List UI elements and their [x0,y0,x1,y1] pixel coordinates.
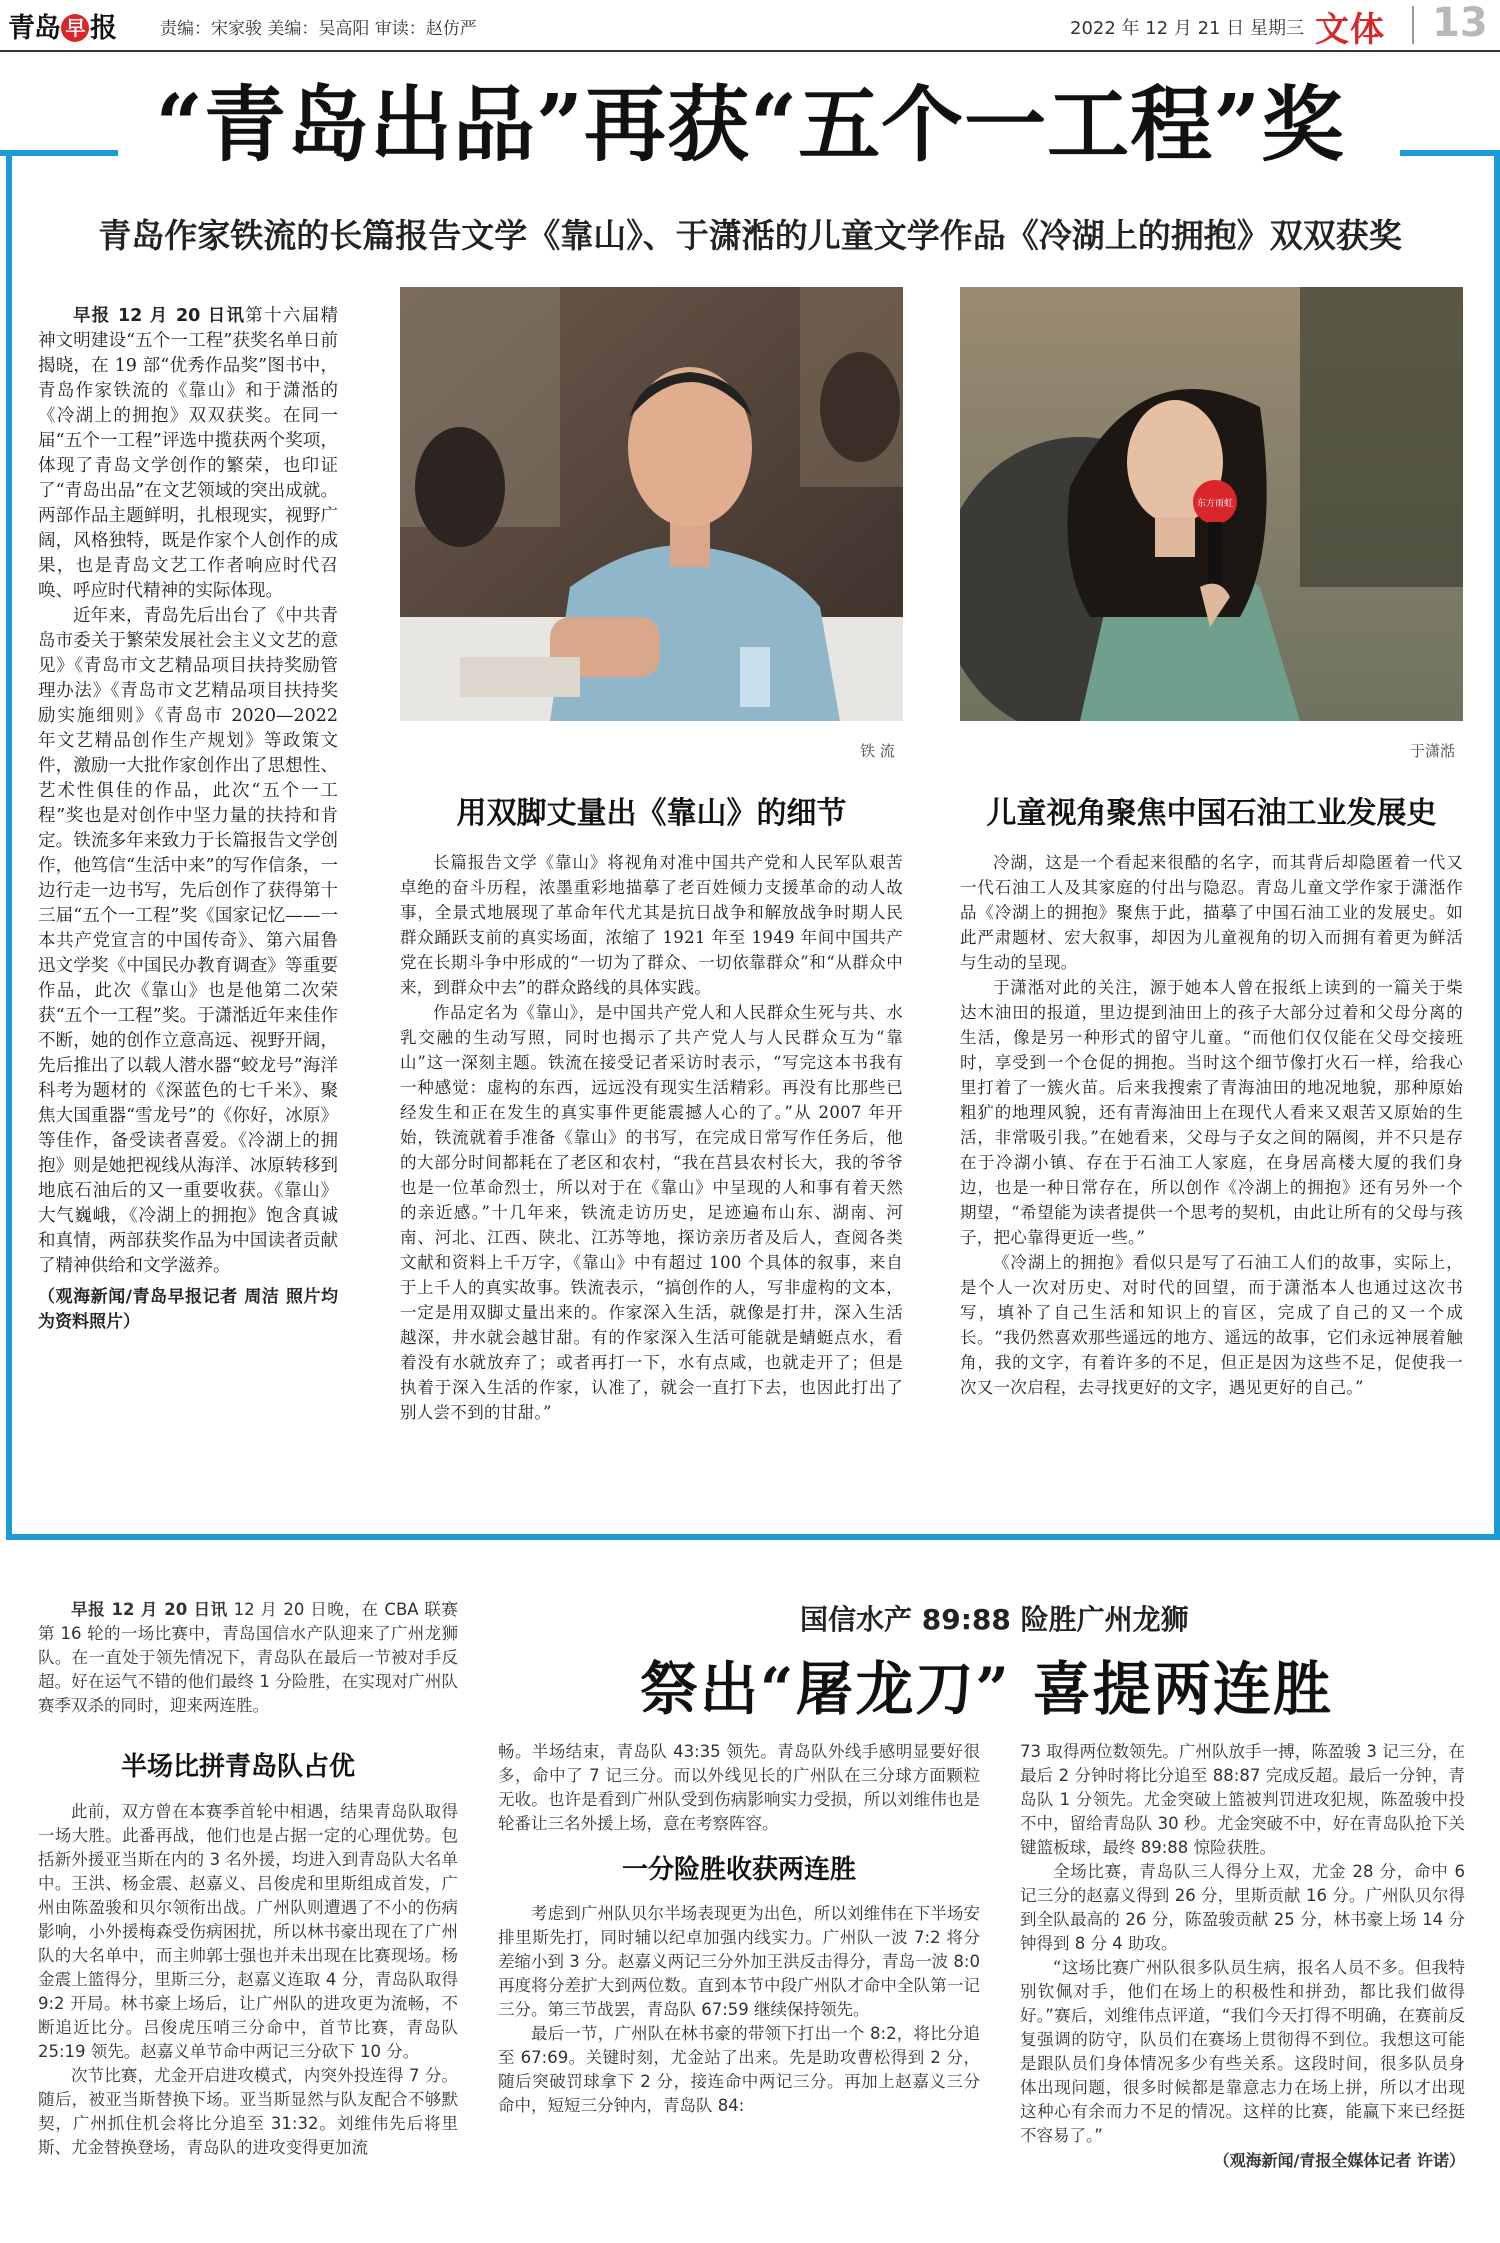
story-1-paragraph-2: 作品定名为《靠山》，是中国共产党人和人民群众生死与共、水乳交融的生动写照，同时也揭示了共产党人与人民群众互为“靠山”这一深刻主题。铁流在接受记者采访时表示，“写完这本书我有一种感觉：虚构的东西，远远没有现实生活精彩。再没有比那些已经发生和正在发生的真实事件更能震撼人心的了。”从 2007 年开始，铁流就着手准备《靠山》的书写，在完成日常写作任务后，他的大部分时间都耗在了老区和农村，“我在莒县农村长大，我的爷爷也是一位革命烈士，所以对于在《靠山》中呈现的人和事有着天然的亲近感。”十几年来，铁流走访历史，足迹遍布山东、湖南、河南、河北、江西、陕北、江苏等地，探访亲历者及后人，查阅各类文献和资料上千万字，《靠山》中有超过 100 个具体的叙事，来自于上千人的真实故事。铁流表示，“搞创作的人，写非虚构的文本，一定是用双脚丈量出来的。作家深入生活，就像是打井，深入生活越深，井水就会越甘甜。有的作家深入生活可能就是蜻蜓点水，看着没有水就放弃了；或者再打一下，水有点咸，也就走开了；但是执着于深入生活的作家，认准了，就会一直打下去，也因此打出了别人尝不到的甘甜。” [400,1003,903,1422]
photo-tie-liu [400,287,903,721]
sports-kicker: 国信水产 89:88 险胜广州龙狮 [800,1603,1189,1636]
sports-col3-paragraph-3: “这场比赛广州队很多队员生病，报名人员不多。但我特别钦佩对手，他们在场上的积极性和拼劲，都比我们做得好。”赛后，刘维伟点评道，“我们今天打得不明确，在赛前反复强调的防守，队员们在赛场上贯彻得不到位。我想这可能是跟队员们身体情况多少有些关系。这段时间，很多队员身体出现问题，很多时候都是靠意志力在场上拼，所以才出现这种心有余而力不足的情况。这样的比赛，能赢下来已经挺不容易了。” [1020,1958,1465,2145]
story-1-title: 用双脚丈量出《靠山》的细节 [456,796,847,831]
sports-subhead-1: 半场比拼青岛队占优 [120,1752,355,1782]
photo-yu-xiaotian-image [960,287,1463,721]
sports-col2-paragraph-2: 考虑到广州队贝尔半场表现更为出色，所以刘维伟在下半场安排里斯先打，同时辅以纪卓加强内线实力。广州队一波 7:2 将分差缩小到 3 分。赵嘉义两记三分外加王洪反击得分，青岛一波 8:0 再度将分差扩大到两位数。直到本节中段广州队才命中全队第一记三分。第三节战罢，青岛队 67:59 继续保持领先。 [498,1904,980,2019]
lead-credit: （观海新闻/青岛早报记者 周洁 照片均为资料照片） [38,1287,338,1332]
microphone-label: 东方雨虹 [1196,499,1234,509]
masthead [0,0,1500,52]
photo-tie-liu-caption: 铁 流 [860,742,895,760]
section-name: 文体 [1315,10,1385,50]
newspaper-logo [8,6,116,45]
logo-badge: 早 [61,14,89,42]
lead-paragraph-2: 近年来，青岛先后出台了《中共青岛市委关于繁荣发展社会主义文艺的意见》《青岛市文艺精品项目扶持奖励管理办法》《青岛市文艺精品项目扶持奖励实施细则》《青岛市 2020—2022 年文艺精品创作生产规划》等政策文件，激励一大批作家创作出了思想性、艺术性俱佳的作品，此次“五个一工程”奖也是对创作中坚力量的扶持和肯定。铁流多年来致力于长篇报告文学创作，他笃信“生活中来”的写作信条，一边行走一边书写，先后创作了获得第十三届“五个一工程”奖《国家记忆——一本共产党宣言的中国传奇》、第六届鲁迅文学奖《中国民办教育调查》等重要作品，此次《靠山》也是他第二次荣获“五个一工程”奖。于潇湉近年来佳作不断，她的创作立意高远、视野开阔，先后推出了以载人潜水器“蛟龙号”海洋科考为题材的《深蓝色的七千米》、聚焦大国重器“雪龙号”的《你好，冰原》等佳作，备受读者喜爱。《冷湖上的拥抱》则是她把视线从海洋、冰原转移到地底石油后的又一重要收获。《靠山》大气巍峨，《冷湖上的拥抱》饱含真诚和真情，两部获奖作品为中国读者贡献了精神供给和文学滋养。 [38,606,338,1276]
photo-yu-xiaotian [960,287,1463,721]
sports-col3-paragraph-1: 73 取得两位数领先。广州队放手一搏，陈盈骏 3 记三分，在最后 2 分钟时将比分追至 88:87 完成反超。最后一分钟，青岛队 1 分领先。尤金突破上篮被判罚进攻犯规，陈盈骏中投不中，留给青岛队 30 秒。尤金突破不中，好在青岛队抢下关键篮板球，最终 89:88 惊险获胜。 [1020,1742,1465,1857]
editor-credits: 责编：宋家骏 美编：吴高阳 审读：赵仿严 [160,19,477,39]
logo-text-right: 报 [90,13,116,44]
page-number: 13 [1432,0,1488,46]
issue-date: 2022 年 12 月 21 日 星期三 [1070,18,1304,39]
sports-headline: 祭出“屠龙刀” 喜提两连胜 [640,1655,1333,1723]
main-subhead: 青岛作家铁流的长篇报告文学《靠山》、于潇湉的儿童文学作品《冷湖上的拥抱》双双获奖 [98,216,1402,255]
story-1-paragraph-1: 长篇报告文学《靠山》将视角对准中国共产党和人民军队艰苦卓绝的奋斗历程，浓墨重彩地描摹了老百姓倾力支援革命的动人故事，全景式地展现了革命年代尤其是抗日战争和解放战争时期人民群众踊跃支前的真实场面，浓缩了 1921 年至 1949 年间中国共产党在长期斗争中形成的“一切为了群众、一切依靠群众”和“从群众中来，到群众中去”的群众路线的具体实践。 [400,853,903,997]
story-2-paragraph-3: 《冷湖上的拥抱》看似只是写了石油工人们的故事，实际上，是个人一次对历史、对时代的回望，而于潇湉本人也通过这次书写，填补了自己生活和知识上的盲区，完成了自己的又一个成长。“我仍然喜欢那些遥远的地方、遥远的故事，它们永远神展着触角，我的文字，有着许多的不足，但正是因为这些不足，促使我一次又一次启程，去寻找更好的文字，遇见更好的自己。” [960,1253,1463,1397]
lead-paragraph-1: 第十六届精神文明建设“五个一工程”获奖名单日前揭晓，在 19 部“优秀作品奖”图书中，青岛作家铁流的《靠山》和于潇湉的《冷湖上的拥抱》双双获奖。在同一届“五个一工程”评选中揽获两个奖项，体现了青岛文学创作的繁荣，也印证了“青岛出品”在文艺领域的突出成就。两部作品主题鲜明，扎根现实，视野广阔，风格独特，既是作家个人创作的成果，也是青岛文艺工作者响应时代召唤、呼应时代精神的实际体现。 [38,306,339,601]
sports-col3-paragraph-2: 全场比赛，青岛队三人得分上双，尤金 28 分，命中 6 记三分的赵嘉义得到 26 分，里斯贡献 16 分。广州队贝尔得到全队最高的 26 分，陈盈骏贡献 25 分，林书豪上场 14 分钟得到 8 分 4 助攻。 [1020,1862,1465,1953]
lead-column [38,304,338,1335]
sports-subhead-2: 一分险胜收获两连胜 [621,1855,856,1885]
story-2-body [960,850,1463,1400]
sports-column-3 [1020,1740,1465,2173]
sports-column-2 [498,1740,980,2118]
story-2-title: 儿童视角聚焦中国石油工业发展史 [986,796,1437,831]
story-1-body [400,850,903,1425]
sports-col2-paragraph-1: 畅。半场结束，青岛队 43:35 领先。青岛队外线手感明显要好很多，命中了 7 记三分。而以外线见长的广州队在三分球方面颗粒无收。也许是看到广州队受到伤病影响实力受损，所以刘维伟也是轮番让三名外援上场，意在考察阵容。 [498,1742,980,1833]
sports-col2-paragraph-3: 最后一节，广州队在林书豪的带领下打出一个 8:2，将比分追至 67:69。关键时刻，尤金站了出来。先是助攻曹松得到 2 分，随后突破罚球拿下 2 分，接连命中两记三分。再加上赵嘉义三分命中，短短三分钟内，青岛队 84: [498,2024,980,2115]
sports-lead [38,1598,458,1718]
photo-yu-xiaotian-caption: 于潇湉 [1410,742,1456,760]
sports-col1-paragraph-2: 次节比赛，尤金开启进攻模式，内突外投连得 7 分。随后，被亚当斯替换下场。亚当斯显然与队友配合不够默契，广州抓住机会将比分追至 31:32。刘维伟先后将里斯、尤金替换登场，青岛队的进攻变得更加流 [38,2066,458,2157]
sports-dateline: 早报 12 月 20 日讯 [71,1600,228,1619]
sports-lead-text: 12 月 20 日晚，在 CBA 联赛第 16 轮的一场比赛中，青岛国信水产队迎来了广州龙狮队。在一直处于领先情况下，青岛队在最后一节被对手反超。好在运气不错的他们最终 1 分险胜，在实现对广州队赛季双杀的同时，迎来两连胜。 [38,1600,459,1715]
logo-text-left: 青岛 [8,13,60,44]
masthead-divider [1412,6,1414,44]
story-2-paragraph-2: 于潇湉对此的关注，源于她本人曾在报纸上读到的一篇关于柴达木油田的报道，里边提到油田上的孩子大部分过着和父母分离的生活，像是另一种形式的留守儿童。“而他们仅仅能在父母交接班时，享受到一个仓促的拥抱。当时这个细节像打火石一样，给我心里打着了一簇火苗。后来我搜索了青海油田的地况地貌，那种原始粗犷的地理风貌，还有青海油田上在现代人看来又艰苦又原始的生活，非常吸引我。”在她看来，父母与子女之间的隔阂，并不只是存在于冷湖小镇、存在于石油工人家庭，在身居高楼大厦的我们身边，也是一种日常存在，所以创作《冷湖上的拥抱》还有另外一个期望，“希望能为读者提供一个思考的契机，由此让所有的父母与孩子，把心靠得更近一些。” [960,978,1463,1247]
sports-credit: （观海新闻/青报全媒体记者 许诺） [1213,2151,1465,2170]
lead-dateline: 早报 12 月 20 日讯 [73,306,246,326]
main-headline: “青岛出品”再获“五个一工程”奖 [155,77,1345,173]
sports-column-1 [38,1800,458,2160]
sports-col1-paragraph-1: 此前，双方曾在本赛季首轮中相遇，结果青岛队取得一场大胜。此番再战，他们也是占据一定的心理优势。包括新外援亚当斯在内的 3 名外援，均进入到青岛队大名单中。王洪、杨金震、赵嘉义、吕俊虎和里斯组成首发，广州由陈盈骏和贝尔领衔出战。广州队则遭遇了不小的伤病影响，小外援梅森受伤病困扰，所以林书豪出现在了广州队的大名单中，而主帅郭士强也并未出现在比赛现场。杨金震上篮得分，里斯三分，赵嘉义连取 4 分，青岛队取得 9:2 开局。林书豪上场后，让广州队的进攻更为流畅，不断追近比分。吕俊虎压哨三分命中，首节比赛，青岛队 25:19 领先。赵嘉义单节命中两记三分砍下 10 分。 [38,1802,458,2061]
story-2-paragraph-1: 冷湖，这是一个看起来很酷的名字，而其背后却隐匿着一代又一代石油工人及其家庭的付出与隐忍。青岛儿童文学作家于潇湉作品《冷湖上的拥抱》聚焦于此，描摹了中国石油工业的发展史。如此严肃题材、宏大叙事，却因为儿童视角的切入而拥有着更为鲜活与生动的呈现。 [960,853,1463,972]
photo-tie-liu-image [400,287,903,721]
